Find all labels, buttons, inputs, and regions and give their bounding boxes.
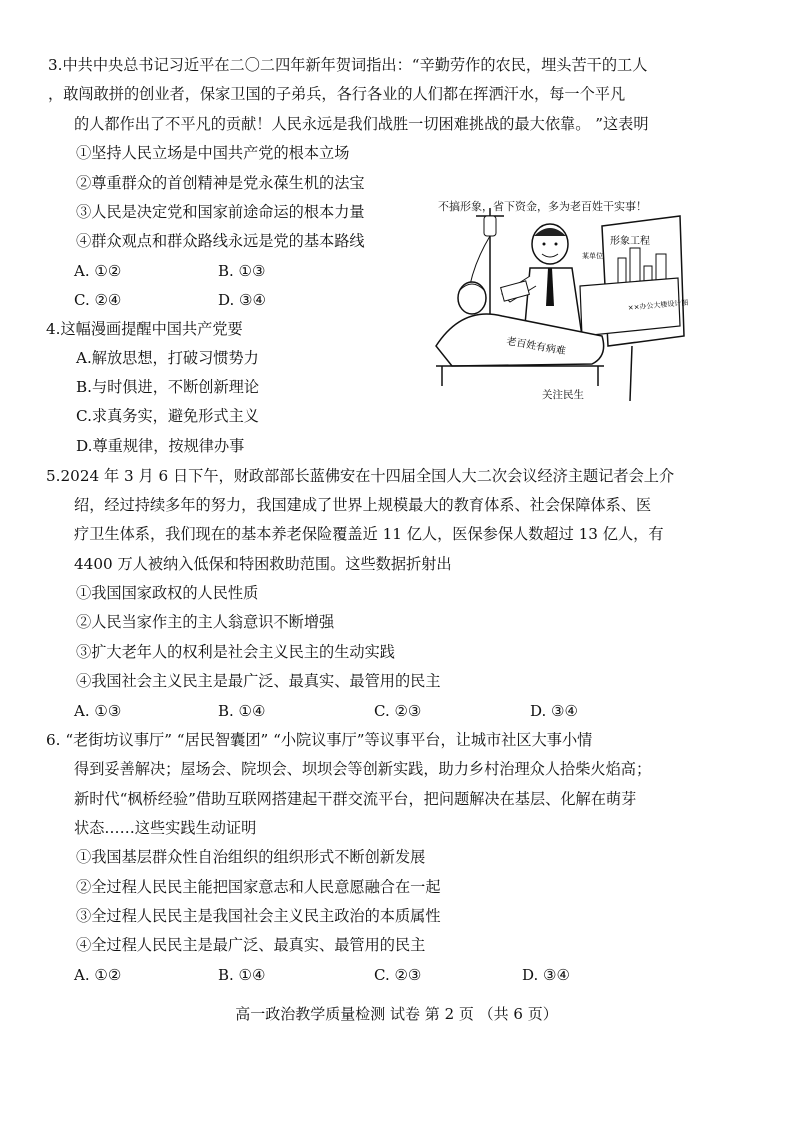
cartoon-illustration <box>432 186 690 408</box>
q3-item-2: ②尊重群众的首创精神是党永葆生机的法宝 <box>76 174 365 192</box>
q6-stem-line-4: 状态……这些实践生动证明 <box>74 819 257 837</box>
q6-item-4: ④全过程人民民主是最广泛、最真实、最管用的民主 <box>76 936 426 954</box>
cartoon-banner: 不搞形象，省下资金，多为老百姓干实事！ <box>438 200 647 213</box>
q3-choice-b: B. ①③ <box>218 262 266 280</box>
q3-choice-d: D. ③④ <box>218 291 266 309</box>
q6-stem-line-1: 6. “老街坊议事厅” “居民智囊团” “小院议事厅”等议事平台，让城市社区大事小情 <box>46 731 593 749</box>
q5-choice-c: C. ②③ <box>374 702 422 720</box>
q5-stem-line-4: 4400 万人被纳入低保和特困救助范围。这些数据折射出 <box>74 555 452 573</box>
q6-item-3: ③全过程人民民主是我国社会主义民主政治的本质属性 <box>76 907 441 925</box>
q5-item-4: ④我国社会主义民主是最广泛、最真实、最管用的民主 <box>76 672 441 690</box>
q6-choice-a: A. ①② <box>74 966 122 984</box>
cartoon-drawing <box>432 186 690 408</box>
q5-item-2: ②人民当家作主的主人翁意识不断增强 <box>76 613 335 631</box>
q6-item-1: ①我国基层群众性自治组织的组织形式不断创新发展 <box>76 848 426 866</box>
q4-choice-b: B.与时俱进，不断创新理论 <box>76 378 260 396</box>
q3-stem-line-2: ，敢闯敢拼的创业者，保家卫国的子弟兵，各行各业的人们都在挥洒汗水，每一个平凡 <box>48 85 626 103</box>
q4-choice-a: A.解放思想，打破习惯势力 <box>76 349 259 367</box>
q6-choice-d: D. ③④ <box>522 966 570 984</box>
q5-item-1: ①我国国家政权的人民性质 <box>76 584 259 602</box>
q5-choice-a: A. ①③ <box>74 702 122 720</box>
page-footer: 高一政治教学质量检测 试卷 第 2 页 （共 6 页） <box>235 1005 558 1023</box>
q5-stem-line-1: 5.2024 年 3 月 6 日下午，财政部部长蓝佛安在十四届全国人大二次会议经济主题记者会上介 <box>46 467 675 485</box>
cartoon-caption: 关注民生 <box>542 389 584 401</box>
q3-item-4: ④群众观点和群众路线永远是党的基本路线 <box>76 232 365 250</box>
q5-stem-line-2: 绍，经过持续多年的努力，我国建成了世界上规模最大的教育体系、社会保障体系、医 <box>74 496 652 514</box>
cartoon-sign-label: 某单位 <box>582 252 603 260</box>
q4-stem: 4.这幅漫画提醒中国共产党要 <box>46 320 243 338</box>
q3-stem-line-1: 3.中共中央总书记习近平在二〇二四年新年贺词指出：“辛勤劳作的农民，埋头苦干的工人 <box>48 56 648 74</box>
cartoon-board-label: 形象工程 <box>610 236 650 247</box>
q6-choice-c: C. ②③ <box>374 966 422 984</box>
cartoon-blanket-label: 老百姓有病难 <box>505 336 567 358</box>
q4-choice-c: C.求真务实，避免形式主义 <box>76 407 259 425</box>
q3-item-3: ③人民是决定党和国家前途命运的根本力量 <box>76 203 365 221</box>
q3-choice-a: A. ①② <box>74 262 122 280</box>
q5-item-3: ③扩大老年人的权利是社会主义民主的生动实践 <box>76 643 395 661</box>
q5-choice-b: B. ①④ <box>218 702 266 720</box>
q6-stem-line-3: 新时代“枫桥经验”借助互联网搭建起干群交流平台，把问题解决在基层、化解在萌芽 <box>74 790 637 808</box>
q5-choice-d: D. ③④ <box>530 702 578 720</box>
q3-item-1: ①坚持人民立场是中国共产党的根本立场 <box>76 144 350 162</box>
q4-choice-d: D.尊重规律，按规律办事 <box>76 437 245 455</box>
q6-choice-b: B. ①④ <box>218 966 266 984</box>
cartoon-patient <box>436 282 604 386</box>
q6-stem-line-2: 得到妥善解决；屋场会、院坝会、坝坝会等创新实践，助力乡村治理众人拾柴火焰高； <box>74 760 652 778</box>
q3-stem-line-3: 的人都作出了不平凡的贡献！人民永远是我们战胜一切困难挑战的最大依靠。 ”这表明 <box>74 115 649 133</box>
cartoon-design-paper <box>580 278 689 336</box>
q3-choice-c: C. ②④ <box>74 291 122 309</box>
cartoon-paper-label: ××办公大楼设计图 <box>627 298 689 312</box>
q5-stem-line-3: 疗卫生体系，我们现在的基本养老保险覆盖近 11 亿人，医保参保人数超过 13 亿人，有 <box>74 525 664 543</box>
q6-item-2: ②全过程人民民主能把国家意志和人民意愿融合在一起 <box>76 878 441 896</box>
